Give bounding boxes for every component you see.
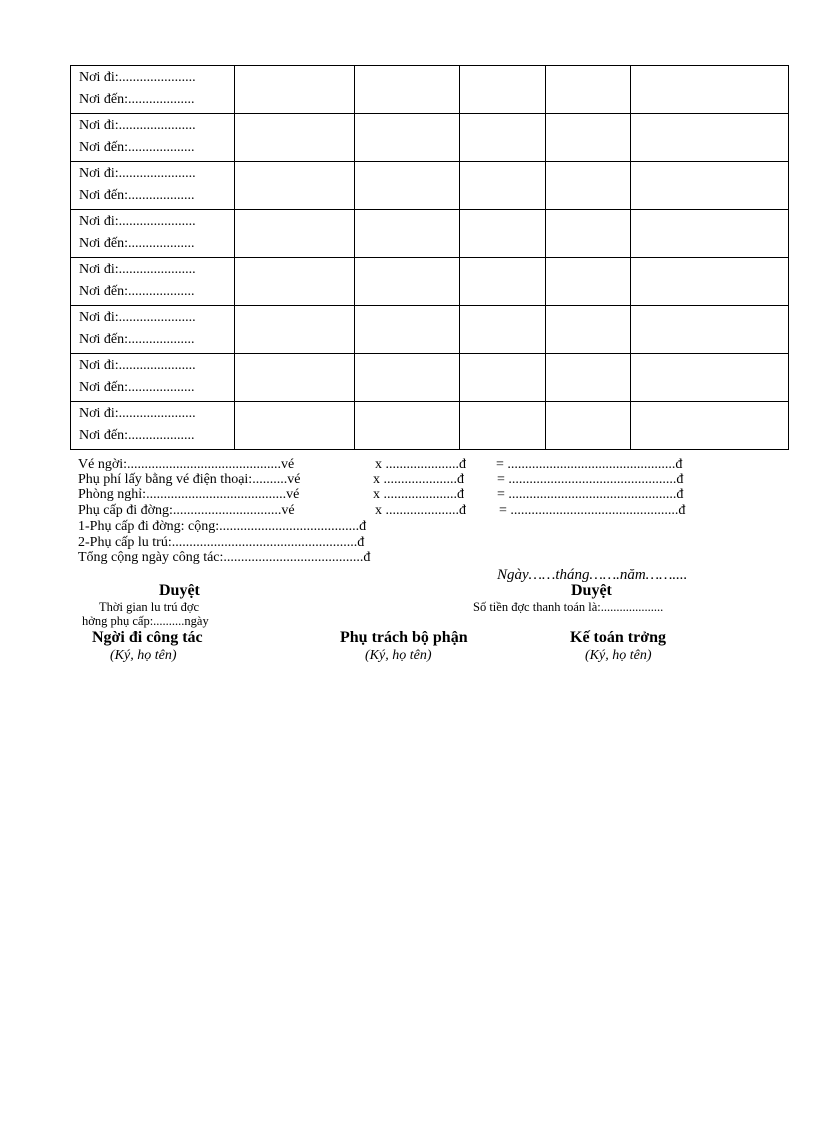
table-cell[interactable] [235, 306, 355, 354]
table-cell[interactable] [546, 66, 631, 114]
signature-accountant-role: Kế toán trởng [570, 629, 666, 646]
table-cell[interactable] [631, 210, 789, 258]
departure-field[interactable]: Nơi đi:...................... [79, 262, 196, 277]
location-cell [71, 66, 235, 114]
departure-field[interactable]: Nơi đi:...................... [79, 214, 196, 229]
table-cell[interactable] [460, 258, 546, 306]
table-cell[interactable] [460, 402, 546, 450]
table-cell[interactable] [235, 210, 355, 258]
table-cell[interactable] [631, 162, 789, 210]
table-cell[interactable] [235, 258, 355, 306]
arrival-field[interactable]: Nơi đến:................... [79, 380, 195, 395]
room-cost-label[interactable]: Phòng nghỉ:........................................vé [78, 487, 300, 502]
arrival-field[interactable]: Nơi đến:................... [79, 188, 195, 203]
table-cell[interactable] [460, 114, 546, 162]
table-cell[interactable] [631, 402, 789, 450]
signature-traveler-role: Ngời đi công tác [92, 629, 203, 646]
phone-fee-total[interactable]: = ................................................đ [497, 472, 684, 487]
table-cell[interactable] [631, 66, 789, 114]
table-cell[interactable] [235, 66, 355, 114]
table-cell[interactable] [355, 258, 460, 306]
arrival-field[interactable]: Nơi đến:................... [79, 236, 195, 251]
arrival-field[interactable]: Nơi đến:................... [79, 92, 195, 107]
table-row [71, 210, 789, 258]
ticket-cost-total[interactable]: = ................................................đ [496, 457, 683, 472]
table-cell[interactable] [355, 306, 460, 354]
table-row [71, 66, 789, 114]
table-cell[interactable] [355, 402, 460, 450]
approval-left-text-1: Thời gian lu trú đợc [99, 600, 200, 614]
location-cell [71, 402, 235, 450]
signature-traveler-note: (Ký, họ tên) [110, 648, 177, 663]
ticket-cost-unit[interactable]: x .....................đ [375, 457, 466, 472]
departure-field[interactable]: Nơi đi:...................... [79, 166, 196, 181]
table-cell[interactable] [460, 66, 546, 114]
arrival-field[interactable]: Nơi đến:................... [79, 428, 195, 443]
table-cell[interactable] [546, 162, 631, 210]
table-cell[interactable] [355, 210, 460, 258]
arrival-field[interactable]: Nơi đến:................... [79, 284, 195, 299]
approval-left-text-2[interactable]: hởng phụ cấp:..........ngày [82, 614, 209, 628]
table-cell[interactable] [235, 354, 355, 402]
road-allowance-label[interactable]: Phụ cấp đi đờng:...............................vé [78, 503, 295, 518]
table-row [71, 306, 789, 354]
location-cell [71, 210, 235, 258]
room-cost-unit[interactable]: x .....................đ [373, 487, 464, 502]
arrival-field[interactable]: Nơi đến:................... [79, 140, 195, 155]
road-allowance-total[interactable]: = ................................................đ [499, 503, 686, 518]
ticket-cost-label[interactable]: Vé ngời:............................................vé [78, 457, 295, 472]
table-cell[interactable] [460, 162, 546, 210]
phone-fee-label[interactable]: Phụ phí lấy bằng vé điện thoại:..........vé [78, 472, 301, 487]
table-cell[interactable] [631, 258, 789, 306]
table-cell[interactable] [546, 402, 631, 450]
room-cost-total[interactable]: = ................................................đ [497, 487, 684, 502]
table-cell[interactable] [631, 114, 789, 162]
table-row [71, 162, 789, 210]
table-cell[interactable] [235, 402, 355, 450]
departure-field[interactable]: Nơi đi:...................... [79, 406, 196, 421]
table-cell[interactable] [460, 210, 546, 258]
table-cell[interactable] [355, 162, 460, 210]
table-row [71, 258, 789, 306]
table-cell[interactable] [355, 114, 460, 162]
signature-department-note: (Ký, họ tên) [365, 648, 432, 663]
table-row [71, 114, 789, 162]
table-cell[interactable] [546, 210, 631, 258]
table-cell[interactable] [546, 354, 631, 402]
approval-left-title: Duyệt [159, 582, 200, 599]
departure-field[interactable]: Nơi đi:...................... [79, 70, 196, 85]
table-cell[interactable] [546, 306, 631, 354]
table-cell[interactable] [631, 354, 789, 402]
travel-allowance-sum[interactable]: 1-Phụ cấp đi đờng: cộng:........................................đ [78, 519, 367, 534]
table-cell[interactable] [546, 114, 631, 162]
location-cell [71, 162, 235, 210]
table-cell[interactable] [235, 162, 355, 210]
table-cell[interactable] [631, 306, 789, 354]
departure-field[interactable]: Nơi đi:...................... [79, 118, 196, 133]
location-cell [71, 114, 235, 162]
total-work-days[interactable]: Tổng cộng ngày công tác:........................................đ [78, 550, 371, 565]
road-allowance-unit[interactable]: x .....................đ [375, 503, 466, 518]
travel-table [70, 65, 789, 450]
location-cell [71, 354, 235, 402]
approval-right-text[interactable]: Số tiền đợc thanh toán là:.................... [473, 600, 664, 614]
location-cell [71, 258, 235, 306]
table-cell[interactable] [235, 114, 355, 162]
phone-fee-unit[interactable]: x .....................đ [373, 472, 464, 487]
approval-right-title: Duyệt [571, 582, 612, 599]
signature-accountant-note: (Ký, họ tên) [585, 648, 652, 663]
table-row [71, 354, 789, 402]
table-cell[interactable] [460, 306, 546, 354]
date-line[interactable]: Ngày……tháng…….năm…….... [497, 567, 688, 583]
table-cell[interactable] [460, 354, 546, 402]
signature-department-role: Phụ trách bộ phận [340, 629, 468, 646]
arrival-field[interactable]: Nơi đến:................... [79, 332, 195, 347]
departure-field[interactable]: Nơi đi:...................... [79, 358, 196, 373]
table-cell[interactable] [546, 258, 631, 306]
location-cell [71, 306, 235, 354]
table-row [71, 402, 789, 450]
lodging-allowance-sum[interactable]: 2-Phụ cấp lu trú:.....................................................đ [78, 535, 365, 550]
table-cell[interactable] [355, 354, 460, 402]
departure-field[interactable]: Nơi đi:...................... [79, 310, 196, 325]
table-cell[interactable] [355, 66, 460, 114]
